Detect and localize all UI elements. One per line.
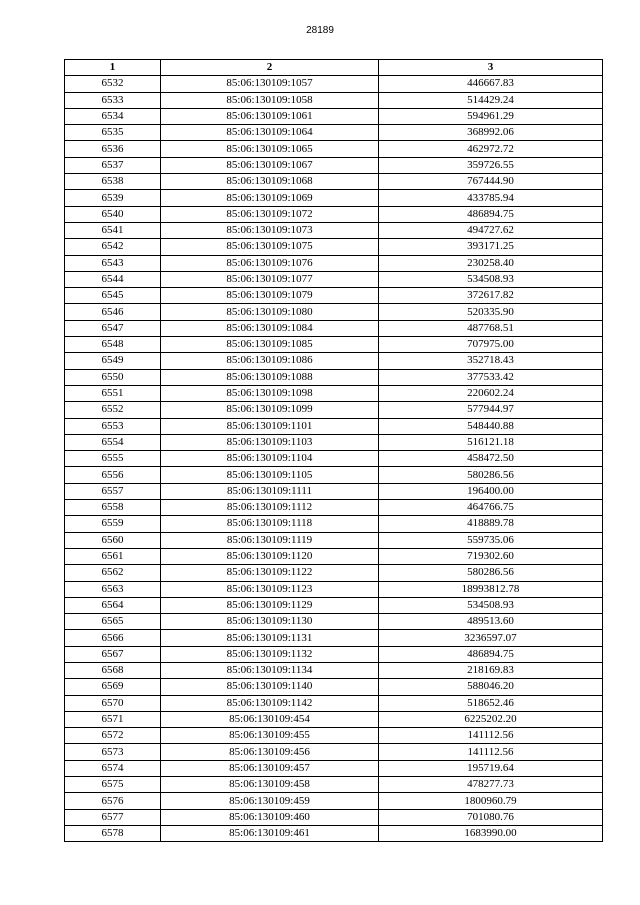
cadastral-number-cell: 85:06:130109:1123 (161, 581, 379, 597)
cadastral-number-cell: 85:06:130109:1131 (161, 630, 379, 646)
value-cell: 478277.73 (379, 777, 603, 793)
table-row (65, 581, 603, 597)
value-cell: 516121.18 (379, 434, 603, 450)
cadastral-number-cell: 85:06:130109:1075 (161, 239, 379, 255)
row-number-cell: 6542 (65, 239, 161, 255)
table-row (65, 728, 603, 744)
table-body (65, 76, 603, 842)
row-number-cell: 6536 (65, 141, 161, 157)
table-row (65, 662, 603, 678)
table-row (65, 777, 603, 793)
cadastral-number-cell: 85:06:130109:1105 (161, 467, 379, 483)
value-cell: 489513.60 (379, 614, 603, 630)
cadastral-number-cell: 85:06:130109:458 (161, 777, 379, 793)
table-row (65, 320, 603, 336)
value-cell: 352718.43 (379, 353, 603, 369)
value-cell: 372617.82 (379, 288, 603, 304)
table-row (65, 434, 603, 450)
row-number-cell: 6564 (65, 597, 161, 613)
value-cell: 580286.56 (379, 565, 603, 581)
value-cell: 534508.93 (379, 597, 603, 613)
value-cell: 18993812.78 (379, 581, 603, 597)
row-number-cell: 6563 (65, 581, 161, 597)
cadastral-number-cell: 85:06:130109:1073 (161, 222, 379, 238)
column-header-3: 3 (379, 60, 603, 76)
row-number-cell: 6578 (65, 825, 161, 841)
table-header (65, 60, 603, 76)
table-row (65, 483, 603, 499)
row-number-cell: 6533 (65, 92, 161, 108)
value-cell: 701080.76 (379, 809, 603, 825)
value-cell: 719302.60 (379, 548, 603, 564)
value-cell: 220602.24 (379, 385, 603, 401)
cadastral-number-cell: 85:06:130109:1142 (161, 695, 379, 711)
value-cell: 520335.90 (379, 304, 603, 320)
row-number-cell: 6568 (65, 662, 161, 678)
value-cell: 418889.78 (379, 516, 603, 532)
cadastral-number-cell: 85:06:130109:1068 (161, 174, 379, 190)
table-row (65, 646, 603, 662)
cadastral-number-cell: 85:06:130109:454 (161, 711, 379, 727)
cadastral-number-cell: 85:06:130109:1079 (161, 288, 379, 304)
table-row (65, 385, 603, 401)
column-header-2: 2 (161, 60, 379, 76)
row-number-cell: 6553 (65, 418, 161, 434)
value-cell: 393171.25 (379, 239, 603, 255)
value-cell: 767444.90 (379, 174, 603, 190)
cadastral-number-cell: 85:06:130109:1104 (161, 451, 379, 467)
row-number-cell: 6556 (65, 467, 161, 483)
table-row (65, 614, 603, 630)
header-row (65, 60, 603, 76)
table-row (65, 679, 603, 695)
row-number-cell: 6559 (65, 516, 161, 532)
cadastral-number-cell: 85:06:130109:1072 (161, 206, 379, 222)
value-cell: 6225202.20 (379, 711, 603, 727)
value-cell: 487768.51 (379, 320, 603, 336)
row-number-cell: 6549 (65, 353, 161, 369)
cadastral-number-cell: 85:06:130109:1101 (161, 418, 379, 434)
table-row (65, 516, 603, 532)
table-row (65, 565, 603, 581)
cadastral-number-cell: 85:06:130109:1103 (161, 434, 379, 450)
value-cell: 548440.88 (379, 418, 603, 434)
cadastral-number-cell: 85:06:130109:1088 (161, 369, 379, 385)
row-number-cell: 6548 (65, 337, 161, 353)
table-row (65, 418, 603, 434)
table-row (65, 271, 603, 287)
row-number-cell: 6575 (65, 777, 161, 793)
row-number-cell: 6544 (65, 271, 161, 287)
value-cell: 433785.94 (379, 190, 603, 206)
row-number-cell: 6557 (65, 483, 161, 499)
row-number-cell: 6535 (65, 125, 161, 141)
table-row (65, 190, 603, 206)
table-row (65, 695, 603, 711)
value-cell: 580286.56 (379, 467, 603, 483)
table-row (65, 222, 603, 238)
table-row (65, 630, 603, 646)
value-cell: 594961.29 (379, 108, 603, 124)
cadastral-number-cell: 85:06:130109:1099 (161, 402, 379, 418)
table-row (65, 402, 603, 418)
value-cell: 559735.06 (379, 532, 603, 548)
cadastral-number-cell: 85:06:130109:1064 (161, 125, 379, 141)
value-cell: 518652.46 (379, 695, 603, 711)
row-number-cell: 6576 (65, 793, 161, 809)
cadastral-number-cell: 85:06:130109:461 (161, 825, 379, 841)
table-row (65, 500, 603, 516)
value-cell: 377533.42 (379, 369, 603, 385)
cadastral-number-cell: 85:06:130109:1069 (161, 190, 379, 206)
value-cell: 494727.62 (379, 222, 603, 238)
cadastral-number-cell: 85:06:130109:1084 (161, 320, 379, 336)
row-number-cell: 6572 (65, 728, 161, 744)
cadastral-number-cell: 85:06:130109:1057 (161, 76, 379, 92)
value-cell: 195719.64 (379, 760, 603, 776)
row-number-cell: 6543 (65, 255, 161, 271)
table-row (65, 744, 603, 760)
cadastral-number-cell: 85:06:130109:456 (161, 744, 379, 760)
table-row (65, 174, 603, 190)
cadastral-number-cell: 85:06:130109:1140 (161, 679, 379, 695)
cadastral-number-cell: 85:06:130109:1134 (161, 662, 379, 678)
row-number-cell: 6537 (65, 157, 161, 173)
row-number-cell: 6550 (65, 369, 161, 385)
value-cell: 464766.75 (379, 500, 603, 516)
value-cell: 196400.00 (379, 483, 603, 499)
table-row (65, 76, 603, 92)
row-number-cell: 6577 (65, 809, 161, 825)
table-row (65, 809, 603, 825)
cadastral-number-cell: 85:06:130109:1122 (161, 565, 379, 581)
row-number-cell: 6555 (65, 451, 161, 467)
row-number-cell: 6551 (65, 385, 161, 401)
row-number-cell: 6561 (65, 548, 161, 564)
value-cell: 141112.56 (379, 744, 603, 760)
row-number-cell: 6574 (65, 760, 161, 776)
table-row (65, 108, 603, 124)
cadastral-table (64, 59, 603, 842)
cadastral-number-cell: 85:06:130109:1132 (161, 646, 379, 662)
cadastral-number-cell: 85:06:130109:1112 (161, 500, 379, 516)
row-number-cell: 6562 (65, 565, 161, 581)
value-cell: 577944.97 (379, 402, 603, 418)
table-row (65, 337, 603, 353)
value-cell: 218169.83 (379, 662, 603, 678)
cadastral-number-cell: 85:06:130109:1129 (161, 597, 379, 613)
row-number-cell: 6558 (65, 500, 161, 516)
table-row (65, 369, 603, 385)
table-row (65, 597, 603, 613)
cadastral-number-cell: 85:06:130109:1130 (161, 614, 379, 630)
cadastral-number-cell: 85:06:130109:1077 (161, 271, 379, 287)
row-number-cell: 6532 (65, 76, 161, 92)
table-row (65, 125, 603, 141)
value-cell: 141112.56 (379, 728, 603, 744)
value-cell: 3236597.07 (379, 630, 603, 646)
value-cell: 588046.20 (379, 679, 603, 695)
table-row (65, 467, 603, 483)
row-number-cell: 6560 (65, 532, 161, 548)
page-number: 28189 (306, 25, 334, 36)
cadastral-number-cell: 85:06:130109:1120 (161, 548, 379, 564)
row-number-cell: 6573 (65, 744, 161, 760)
cadastral-number-cell: 85:06:130109:1076 (161, 255, 379, 271)
cadastral-number-cell: 85:06:130109:1119 (161, 532, 379, 548)
value-cell: 1683990.00 (379, 825, 603, 841)
row-number-cell: 6554 (65, 434, 161, 450)
cadastral-number-cell: 85:06:130109:1058 (161, 92, 379, 108)
table-row (65, 793, 603, 809)
value-cell: 1800960.79 (379, 793, 603, 809)
table-row (65, 760, 603, 776)
cadastral-number-cell: 85:06:130109:1065 (161, 141, 379, 157)
value-cell: 458472.50 (379, 451, 603, 467)
value-cell: 446667.83 (379, 76, 603, 92)
value-cell: 707975.00 (379, 337, 603, 353)
row-number-cell: 6571 (65, 711, 161, 727)
table-row (65, 157, 603, 173)
column-header-1: 1 (65, 60, 161, 76)
row-number-cell: 6541 (65, 222, 161, 238)
row-number-cell: 6538 (65, 174, 161, 190)
table-row (65, 92, 603, 108)
row-number-cell: 6552 (65, 402, 161, 418)
row-number-cell: 6534 (65, 108, 161, 124)
table-row (65, 141, 603, 157)
table-row (65, 451, 603, 467)
cadastral-number-cell: 85:06:130109:455 (161, 728, 379, 744)
cadastral-number-cell: 85:06:130109:1085 (161, 337, 379, 353)
cadastral-number-cell: 85:06:130109:1118 (161, 516, 379, 532)
table-row (65, 353, 603, 369)
row-number-cell: 6566 (65, 630, 161, 646)
row-number-cell: 6546 (65, 304, 161, 320)
table-row (65, 206, 603, 222)
value-cell: 486894.75 (379, 646, 603, 662)
value-cell: 534508.93 (379, 271, 603, 287)
cadastral-number-cell: 85:06:130109:1111 (161, 483, 379, 499)
table-row (65, 304, 603, 320)
row-number-cell: 6545 (65, 288, 161, 304)
cadastral-number-cell: 85:06:130109:1061 (161, 108, 379, 124)
row-number-cell: 6565 (65, 614, 161, 630)
value-cell: 486894.75 (379, 206, 603, 222)
table-row (65, 548, 603, 564)
cadastral-number-cell: 85:06:130109:1080 (161, 304, 379, 320)
table-row (65, 288, 603, 304)
row-number-cell: 6570 (65, 695, 161, 711)
cadastral-number-cell: 85:06:130109:1086 (161, 353, 379, 369)
cadastral-number-cell: 85:06:130109:1098 (161, 385, 379, 401)
row-number-cell: 6569 (65, 679, 161, 695)
row-number-cell: 6539 (65, 190, 161, 206)
row-number-cell: 6567 (65, 646, 161, 662)
value-cell: 368992.06 (379, 125, 603, 141)
table-row (65, 711, 603, 727)
cadastral-number-cell: 85:06:130109:457 (161, 760, 379, 776)
value-cell: 359726.55 (379, 157, 603, 173)
row-number-cell: 6547 (65, 320, 161, 336)
table-row (65, 255, 603, 271)
cadastral-number-cell: 85:06:130109:460 (161, 809, 379, 825)
table-row (65, 825, 603, 841)
table-row (65, 239, 603, 255)
table-row (65, 532, 603, 548)
value-cell: 462972.72 (379, 141, 603, 157)
row-number-cell: 6540 (65, 206, 161, 222)
value-cell: 230258.40 (379, 255, 603, 271)
cadastral-number-cell: 85:06:130109:459 (161, 793, 379, 809)
cadastral-number-cell: 85:06:130109:1067 (161, 157, 379, 173)
value-cell: 514429.24 (379, 92, 603, 108)
